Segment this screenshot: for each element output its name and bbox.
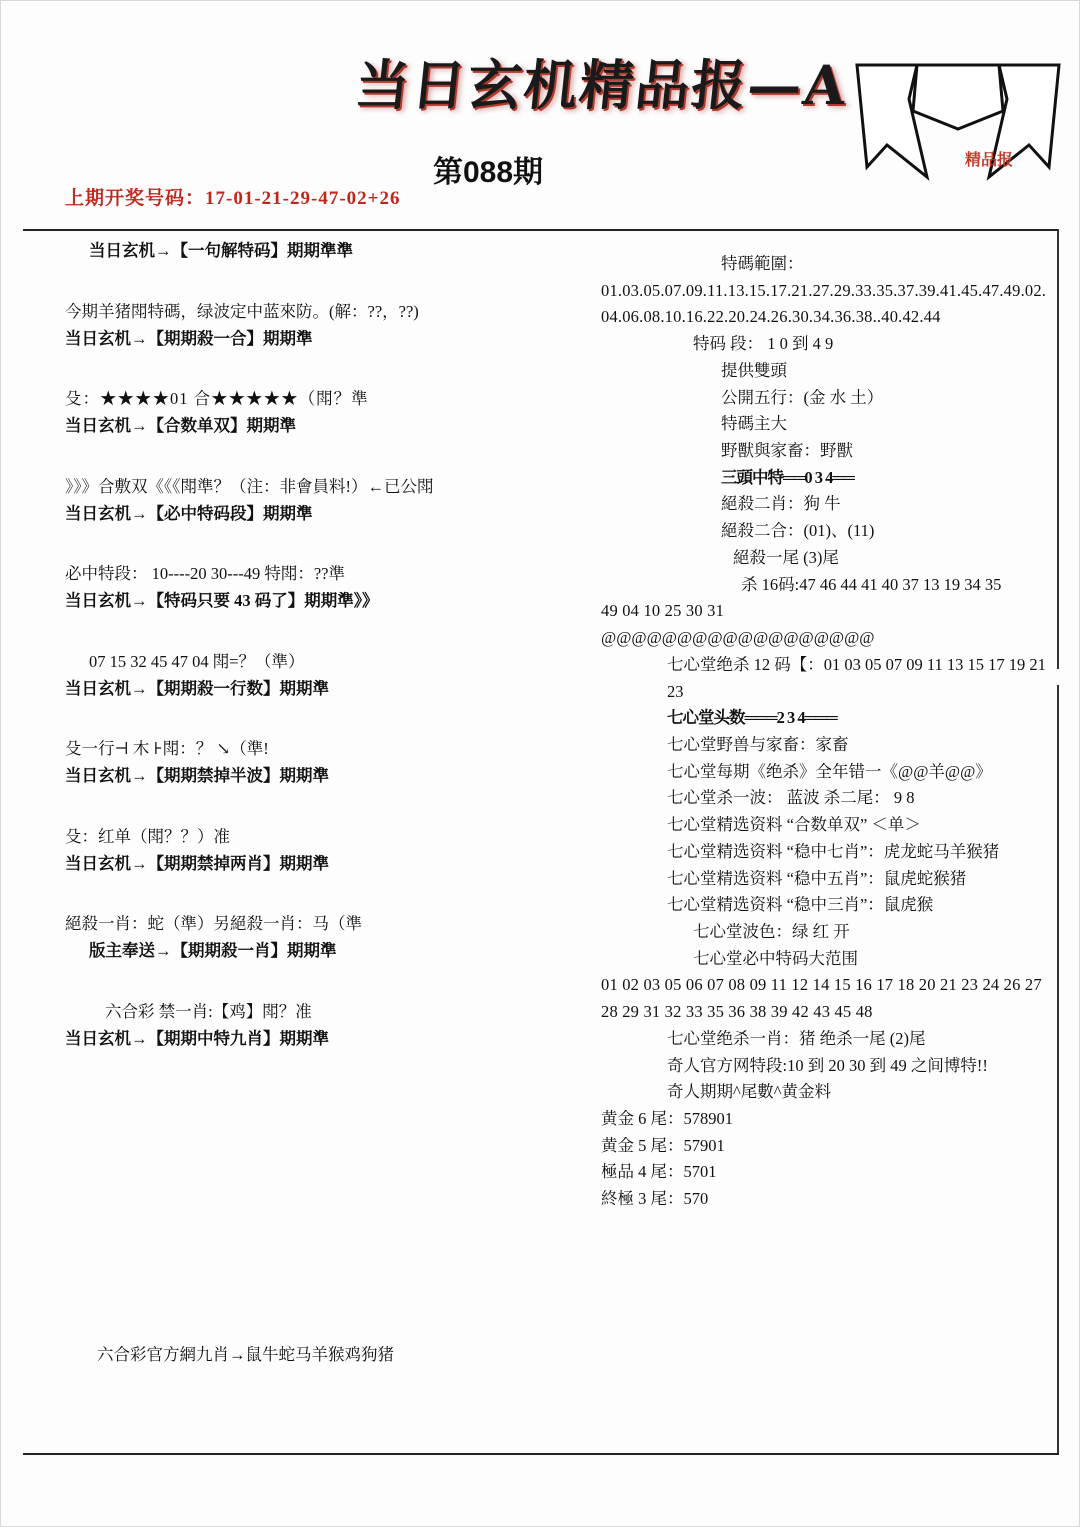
left-footer-text: 六合彩官方網九肖→鼠牛蛇马羊猴鸡狗猪 [97, 1345, 394, 1364]
tail-line: 奇人官方网特段:10 到 20 30 到 49 之间博特!! [667, 1055, 988, 1075]
left-block [61, 650, 541, 702]
divider-vertical-lower [1057, 685, 1059, 1453]
tail-line: 七心堂绝杀一肖：猪 绝杀一尾 (2)尾 [667, 1028, 926, 1048]
slogan: 当日玄机→【期期禁掉两肖】期期準 [65, 853, 329, 873]
gold-line: 極品 4 尾：5701 [601, 1162, 717, 1182]
masthead [1, 1, 1080, 223]
hint-text: 六合彩 禁一肖:【鸡】閗？准 [105, 1001, 312, 1021]
left-block [61, 562, 541, 614]
qxt-line: 七心堂绝杀 12 码【：01 03 05 07 09 11 13 15 17 19 21 23 [667, 654, 1046, 701]
slogan: 当日玄机→【期期禁掉半波】期期準 [65, 766, 329, 785]
divider-top [23, 229, 1059, 231]
right-line: 特码 段： 1 0 到 4 9 [693, 334, 834, 354]
page-title: 当日玄机精品报—A [352, 53, 851, 117]
qxt-line: 七心堂头数═══2 3 4═══ [667, 708, 837, 728]
left-block [61, 475, 541, 527]
hint-text: 今期羊猪閗特碼，绿波定中蓝來防。(解：??，??) [65, 301, 419, 321]
at-divider: @@@@@@@@@@@@@@@@@@ [601, 628, 875, 648]
right-line: 提供雙頭 [721, 360, 787, 380]
right-line: 杀 16码:47 46 44 41 40 37 13 19 34 35 [741, 574, 1002, 594]
range-numbers: 01.03.05.07.09.11.13.15.17.21.27.29.33.35.37.39.41.45.47.49.02.04.06.08.10.16.22.20.24.26.30.34.36.38..40.42.44 [601, 280, 1047, 327]
previous-draw-label: 上期开奖号码： [65, 188, 206, 209]
slogan: 当日玄机→【特码只要 43 码了】期期準》》 [65, 591, 379, 610]
hint-text: 殳一行⊣ 木 ⊦閗：？ ↘（準! [65, 739, 269, 759]
right-column [601, 251, 1051, 1213]
right-line: 三頭中特══0 3 4══ [721, 467, 854, 487]
hint-text: 》》》合敷双《《《閗準？（注：非會員料!）←已公閗 [65, 476, 434, 496]
right-line: 絕殺二肖：狗 牛 [721, 494, 841, 514]
left-block [61, 912, 541, 964]
hint-text: 殳：红单（閗？？）准 [65, 826, 230, 846]
gold-line: 終極 3 尾：570 [601, 1189, 709, 1209]
hint-text: 殳：★★★★01 合★★★★★（閗？準 [65, 389, 369, 409]
slogan: 当日玄机→【期期殺一合】期期準 [65, 328, 313, 348]
kill-overflow: 49 04 10 25 30 31 [601, 601, 725, 621]
right-line: 野獸與家畜：野獸 [721, 441, 853, 461]
slogan: 当日玄机→【合数单双】期期準 [65, 416, 296, 435]
left-block [61, 825, 541, 877]
divider-vertical-upper [1057, 229, 1059, 669]
left-column [61, 239, 541, 1087]
gold-line: 黄金 6 尾：578901 [601, 1109, 733, 1128]
slogan: 当日玄机→【期期殺一行数】期期準 [65, 678, 329, 698]
left-block [61, 387, 541, 439]
issue-number: 第088期 [433, 156, 544, 189]
previous-draw [65, 183, 400, 210]
range-title: 特碼範圍： [721, 254, 804, 273]
slogan: 版主奉送→【期期殺一肖】期期準 [89, 941, 337, 960]
divider-bottom [23, 1453, 1059, 1455]
hint-text: 07 15 32 45 47 04 閗=？（準） [89, 651, 305, 671]
hint-text: 絕殺一肖：蛇（準）另絕殺一肖：马（準 [65, 914, 362, 934]
qxt-line: 七心堂精选资料 “稳中七肖”：虎龙蛇马羊猴猪 [667, 841, 1000, 861]
qxt-line: 七心堂必中特码大范围 [693, 948, 858, 968]
left-block [61, 300, 541, 352]
left-block [61, 1000, 541, 1052]
right-line: 絕殺一尾 (3)尾 [733, 547, 839, 567]
qxt-line: 七心堂波色：绿 红 开 [693, 921, 850, 941]
slogan: 当日玄机→【必中特码段】期期準 [65, 503, 313, 523]
ribbon-badge [853, 59, 1063, 187]
qxt-line: 七心堂精选资料 “稳中五肖”：鼠虎蛇猴猪 [667, 868, 967, 888]
qxt-line: 七心堂杀一波： 蓝波 杀二尾： 9 8 [667, 788, 915, 808]
right-line: 特碼主大 [721, 414, 787, 434]
qxt-line: 七心堂野兽与家畜：家畜 [667, 734, 849, 754]
left-block [61, 239, 541, 264]
ribbon-label: 精品报 [965, 152, 1014, 169]
tail-line: 奇人期期^尾數^黄金料 [667, 1082, 831, 1102]
slogan: 当日玄机→【期期中特九肖】期期準 [65, 1028, 329, 1048]
big-range: 01 02 03 05 06 07 08 09 11 12 14 15 16 17 18 20 21 23 24 26 27 28 29 31 32 33 35 36 38 39 42 43 45 48 [601, 975, 1042, 1022]
left-block [61, 737, 541, 789]
qxt-line: 七心堂每期《绝杀》全年错一《@@羊@@》 [667, 761, 992, 781]
qxt-line: 七心堂精选资料 “稳中三肖”：鼠虎猴 [667, 895, 934, 915]
right-line: 絕殺二合：(01)、(11) [721, 521, 875, 541]
previous-draw-numbers: 17-01-21-29-47-02+26 [205, 188, 401, 209]
gold-line: 黄金 5 尾：57901 [601, 1135, 725, 1155]
hint-text: 必中特段： 10----20 30---49 特閗：??準 [65, 564, 345, 584]
right-line: 公開五行：(金 水 土） [721, 387, 884, 407]
slogan: 当日玄机→【一句解特码】期期準準 [89, 241, 353, 260]
qxt-line: 七心堂精选资料 “合数单双” ＜单＞ [667, 815, 921, 835]
